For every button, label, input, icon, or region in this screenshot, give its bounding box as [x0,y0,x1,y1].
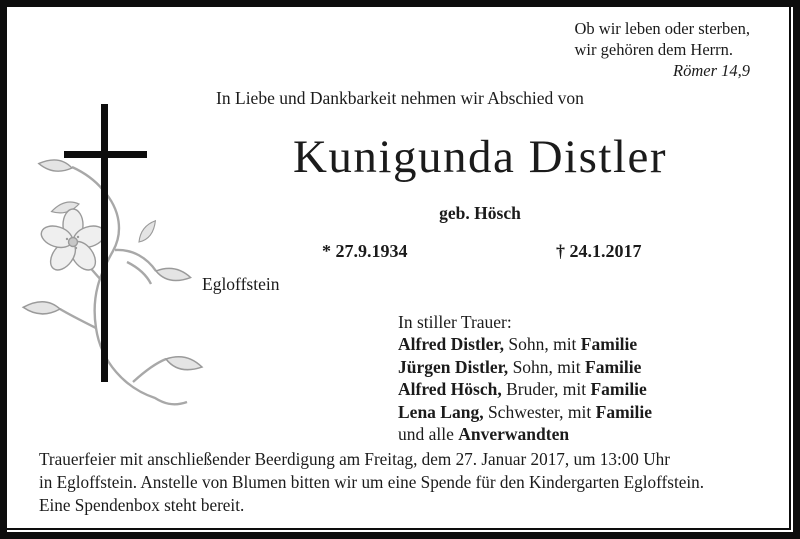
mourner-relation: Sohn, mit [508,356,586,377]
funeral-info-line-1: Trauerfeier mit anschließender Beerdigung am Freitag, dem 27. Januar 2017, um 13:00 Uhr [39,449,670,469]
scripture-quote [575,19,750,82]
maiden-name: geb. Hösch [439,203,521,223]
scripture-source: Römer 14,9 [673,61,750,80]
scripture-line-2: wir gehören dem Herrn. [574,39,734,59]
mourner-row [398,401,652,423]
mourner-name: Lena Lang, [398,401,484,422]
mourner-group: Familie [580,334,638,355]
mourner-group: Familie [595,401,653,422]
mourners-header: In stiller Trauer: [398,312,512,332]
closing-group: Anverwandten [458,424,570,445]
scripture-line-1: Ob wir leben oder sterben, [574,19,750,38]
funeral-info-line-3: Eine Spendenbox steht bereit. [39,495,245,516]
mourner-name: Alfred Hösch, [398,379,502,400]
mourner-row [398,356,652,378]
deceased-name: Kunigunda Distler [292,131,668,183]
funeral-info [39,448,765,518]
intro-line: In Liebe und Dankbarkeit nehmen wir Abschied von [216,88,584,108]
cross-icon [101,104,108,382]
mourner-row [398,333,652,355]
death-date: † 24.1.2017 [556,241,642,261]
mourner-relation: Sohn, mit [503,334,581,355]
mourners-closing [398,423,652,445]
place-name: Egloffstein [202,274,280,294]
flower-vine-illustration [15,130,215,420]
mourner-name: Jürgen Distler, [398,356,509,377]
mourner-row [398,378,652,400]
mourner-relation: Bruder, mit [501,379,591,400]
birth-date: * 27.9.1934 [322,241,408,261]
mourner-relation: Schwester, mit [483,401,596,422]
funeral-info-line-2: in Egloffstein. Anstelle von Blumen bitten wir um eine Spende für den Kindergarten Egloffstein. [39,472,705,493]
mourner-name: Alfred Distler, [398,334,504,355]
closing-prefix: und alle [398,424,459,445]
mourner-group: Familie [590,379,647,400]
blossom [39,209,108,275]
cross-icon-bar [64,151,147,158]
mourner-group: Familie [585,356,642,377]
mourners-list [398,311,652,445]
